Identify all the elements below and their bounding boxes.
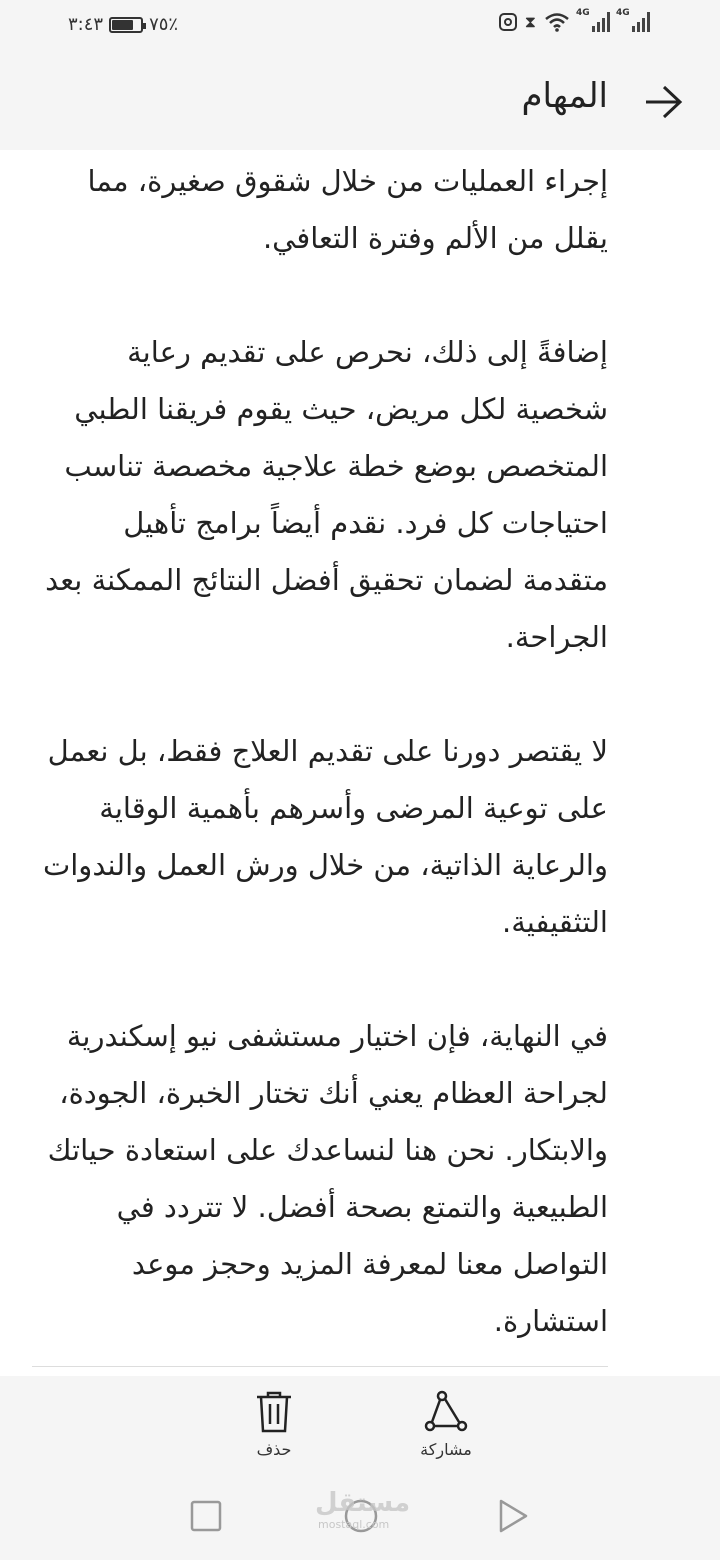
arrow-right-icon (644, 84, 684, 120)
back-triangle-icon[interactable] (496, 1498, 530, 1534)
watermark-url: mostaql.com (318, 1518, 390, 1531)
instagram-icon (499, 13, 517, 31)
network-label-2: 4G (616, 8, 630, 18)
share-icon (424, 1390, 468, 1434)
status-time: ٣:٤٣ (68, 14, 104, 35)
wifi-icon (544, 12, 570, 32)
paragraph-3: لا يقتصر دورنا على تقديم العلاج فقط، بل نعمل على توعية المرضى وأسرهم بأهمية الوقاية والرعاية الذاتية، من خلال ورش العمل والندوات التثقيفية. (42, 734, 608, 939)
delete-label: حذف (256, 1440, 292, 1459)
note-content[interactable] (40, 150, 608, 1366)
paragraph-1: إجراء العمليات من خلال شقوق صغيرة، مما يقلل من الألم وفترة التعافي. (87, 164, 608, 255)
network-label: 4G (576, 8, 590, 18)
status-bar (0, 0, 720, 54)
share-label: مشاركة (420, 1440, 472, 1459)
paragraph-4: في النهاية، فإن اختيار مستشفى نيو إسكندرية لجراحة العظام يعني أنك تختار الخبرة، الجودة، والابتكار. نحن هنا لنساعدك على استعادة حياتك الطبيعية والتمتع بصحة أفضل. لا تتردد في التواصل معنا لمعرفة المزيد وحجز موعد استشارة. (47, 1019, 608, 1338)
divider (32, 1366, 608, 1367)
delete-button[interactable] (224, 1390, 324, 1459)
recents-square-icon[interactable] (190, 1500, 222, 1532)
paragraph-2: إضافةً إلى ذلك، نحرص على تقديم رعاية شخصية لكل مريض، حيث يقوم فريقنا الطبي المتخصص بوضع خطة علاجية مخصصة تناسب احتياجات كل فرد. نقدم أيضاً برامج تأهيل متقدمة لضمان تحقيق أفضل النتائج الممكنة بعد الجراحة. (45, 335, 608, 654)
signal-icon (576, 8, 610, 32)
app-header (0, 54, 720, 150)
system-nav-bar (0, 1480, 720, 1560)
signal-icon-2 (616, 8, 650, 32)
battery-icon (109, 17, 143, 33)
back-button[interactable] (642, 80, 686, 124)
action-bar (0, 1376, 720, 1480)
trash-icon (254, 1390, 294, 1434)
hourglass-icon: ⧗ (524, 12, 536, 31)
watermark-logo: مستقل (315, 1488, 411, 1518)
status-left (68, 14, 178, 35)
page-title: المهام (521, 76, 608, 116)
status-right (499, 8, 650, 32)
battery-percent: ٧٥٪ (149, 14, 179, 35)
share-button[interactable] (396, 1390, 496, 1459)
